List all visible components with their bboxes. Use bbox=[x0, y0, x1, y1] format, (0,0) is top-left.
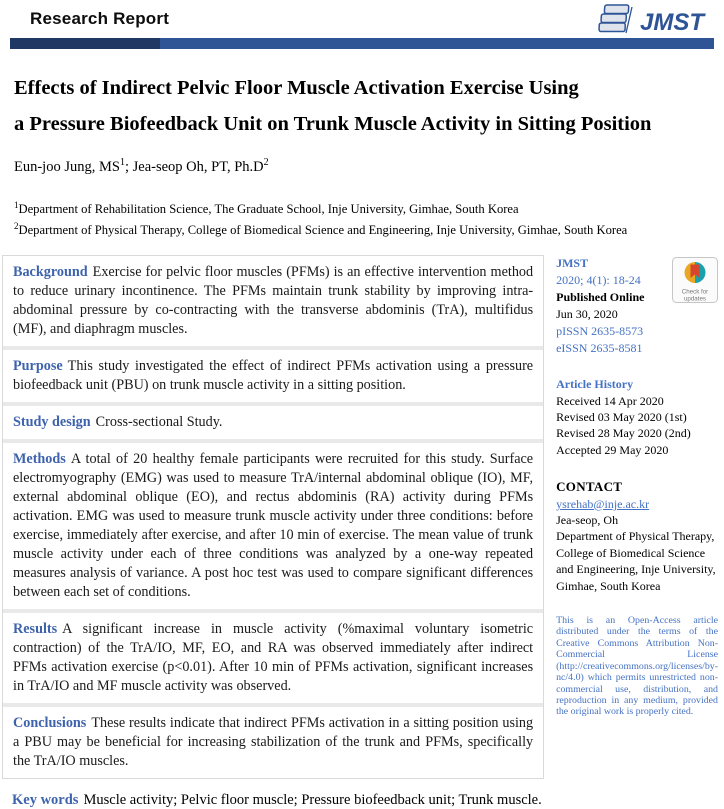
jmst-logo-text: JMST bbox=[640, 9, 705, 36]
abstract-section-background bbox=[3, 256, 543, 346]
contact-email-link[interactable]: ysrehab@inje.ac.kr bbox=[556, 496, 650, 511]
section-label-study-design: Study design bbox=[13, 414, 91, 431]
article-history bbox=[556, 376, 718, 458]
contact-heading: CONTACT bbox=[556, 479, 623, 495]
journal-citation: 2020; 4(1): 18-24 bbox=[556, 273, 641, 288]
crossmark-text-line1: Check for bbox=[681, 288, 709, 296]
abstract-section-study-design bbox=[3, 406, 543, 439]
section-text-conclusions: These results indicate that indirect PFMs activation in a sitting position using a PBU may be beneficial for increasing stabilization of the trunk and PFMs, specifically the TrA/IO muscles. bbox=[13, 715, 534, 770]
article-category-label: Research Report bbox=[30, 9, 170, 28]
eissn: eISSN 2635-8581 bbox=[556, 341, 643, 356]
authors-line bbox=[14, 157, 710, 176]
abstract-section-results bbox=[3, 613, 543, 703]
affiliations bbox=[14, 197, 710, 238]
content-area bbox=[2, 255, 718, 779]
author-2-name: Jea-seop Oh, PT, Ph.D bbox=[132, 158, 264, 175]
author-1-name: Eun-joo Jung, MS bbox=[14, 158, 120, 175]
section-label-purpose: Purpose bbox=[13, 358, 63, 375]
open-access-license-text: This is an Open-Access article distributed under the terms of the Creative Commons Attribution Non-Commercial License (http://creativecommons.org/licenses/by-nc/4.0) which permits unrestricted non-commercial use, distribution, and reproduction in any medium, provided the original work is properly cited. bbox=[556, 615, 719, 718]
journal-info-row bbox=[556, 255, 718, 357]
abstract-section-conclusions bbox=[3, 707, 543, 778]
section-label-background: Background bbox=[13, 264, 88, 281]
keywords-label: Key words bbox=[12, 792, 79, 809]
article-history-heading: Article History bbox=[556, 377, 634, 392]
check-for-updates-badge[interactable] bbox=[672, 257, 718, 357]
pissn: pISSN 2635-8573 bbox=[556, 324, 644, 339]
authors-separator: ; bbox=[124, 158, 133, 175]
abstract-section-methods bbox=[3, 443, 543, 609]
article-title-line1: Effects of Indirect Pelvic Floor Muscle Activation Exercise Using bbox=[14, 77, 579, 99]
keywords-line bbox=[12, 792, 718, 809]
header-rule-dark-segment bbox=[10, 38, 160, 49]
section-label-results: Results bbox=[13, 621, 58, 638]
affiliation-1-mark: 1 bbox=[14, 199, 19, 210]
journal-name: JMST bbox=[556, 256, 589, 271]
section-text-purpose: This study investigated the effect of indirect PFMs activation using a pressure biofeedback unit (PBU) on trunk muscle activity in a sitting position. bbox=[13, 358, 534, 394]
history-received: Received 14 Apr 2020 bbox=[556, 393, 664, 408]
published-online-date: Jun 30, 2020 bbox=[556, 307, 618, 322]
section-text-study-design: Cross-sectional Study. bbox=[95, 414, 223, 431]
history-revised-1st: Revised 03 May 2020 (1st) bbox=[556, 410, 687, 425]
abstract-box bbox=[2, 255, 544, 779]
section-text-background: Exercise for pelvic floor muscles (PFMs) is an effective intervention method to reduce urinary incontinence. The PFMs maintain trunk stability by improving intra-abdominal pressure by co-contracting with the transverse abdominis (TrA), multifidus (MF), and diaphragm muscles. bbox=[13, 264, 534, 338]
affiliation-1-text: Department of Rehabilitation Science, The Graduate School, Inje University, Gimhae, South Korea bbox=[18, 202, 519, 217]
journal-info bbox=[556, 255, 644, 357]
article-title bbox=[14, 70, 710, 142]
section-label-methods: Methods bbox=[13, 451, 66, 468]
history-accepted: Accepted 29 May 2020 bbox=[556, 442, 669, 457]
jmst-logo bbox=[596, 3, 714, 42]
contact-block bbox=[556, 479, 718, 594]
affiliation-1 bbox=[14, 197, 710, 218]
affiliation-2-text: Department of Physical Therapy, College of Biomedical Science and Engineering, Inje University, Gimhae, South Korea bbox=[18, 222, 628, 237]
page-header bbox=[0, 0, 724, 38]
author-2-affiliation-mark: 2 bbox=[263, 157, 269, 168]
article-title-line2: a Pressure Biofeedback Unit on Trunk Muscle Activity in Sitting Position bbox=[14, 113, 652, 135]
history-revised-2nd: Revised 28 May 2020 (2nd) bbox=[556, 426, 691, 441]
section-label-conclusions: Conclusions bbox=[13, 715, 87, 732]
contact-name: Jea-seop, Oh bbox=[556, 513, 619, 528]
affiliation-2 bbox=[14, 218, 710, 239]
keywords-text: Muscle activity; Pelvic floor muscle; Pressure biofeedback unit; Trunk muscle. bbox=[83, 792, 542, 809]
books-icon bbox=[599, 5, 632, 33]
author-1-affiliation-mark: 1 bbox=[119, 157, 125, 168]
section-text-methods: A total of 20 healthy female participants were recruited for this study. Surface electromyography (EMG) was used to measure TrA/internal abdominal oblique (IO), MF, external abdominal oblique (EO), and rectus abdominis (RA) activity during PFMs activation. EMG was used to measure trunk muscle activity under three conditions: before exercise, immediately after exercise, and after 10 min of exercise. The mean value of trunk muscle activity under each of three conditions was analyzed by a one-way repeated measures analysis of variance. A post hoc test was used to compare significant differences between each set of conditions. bbox=[13, 451, 534, 601]
abstract-section-purpose bbox=[3, 350, 543, 402]
contact-address: Department of Physical Therapy, College of Biomedical Science and Engineering, Inje University, Gimhae, South Korea bbox=[556, 529, 716, 593]
published-online-label: Published Online bbox=[556, 290, 645, 305]
crossmark-text-line2: updates bbox=[683, 295, 707, 303]
section-text-results: A significant increase in muscle activity (%maximal voluntary isometric contraction) of the TrA/IO, MF, EO, and RA was observed immediately after indirect PFMs activation exercise (p<0.01). After 10 min of PFMs activation, significant increases in TrA/IO and MF muscle activity was observed. bbox=[13, 621, 534, 695]
affiliation-2-mark: 2 bbox=[14, 220, 19, 231]
article-info-sidebar bbox=[556, 255, 718, 718]
